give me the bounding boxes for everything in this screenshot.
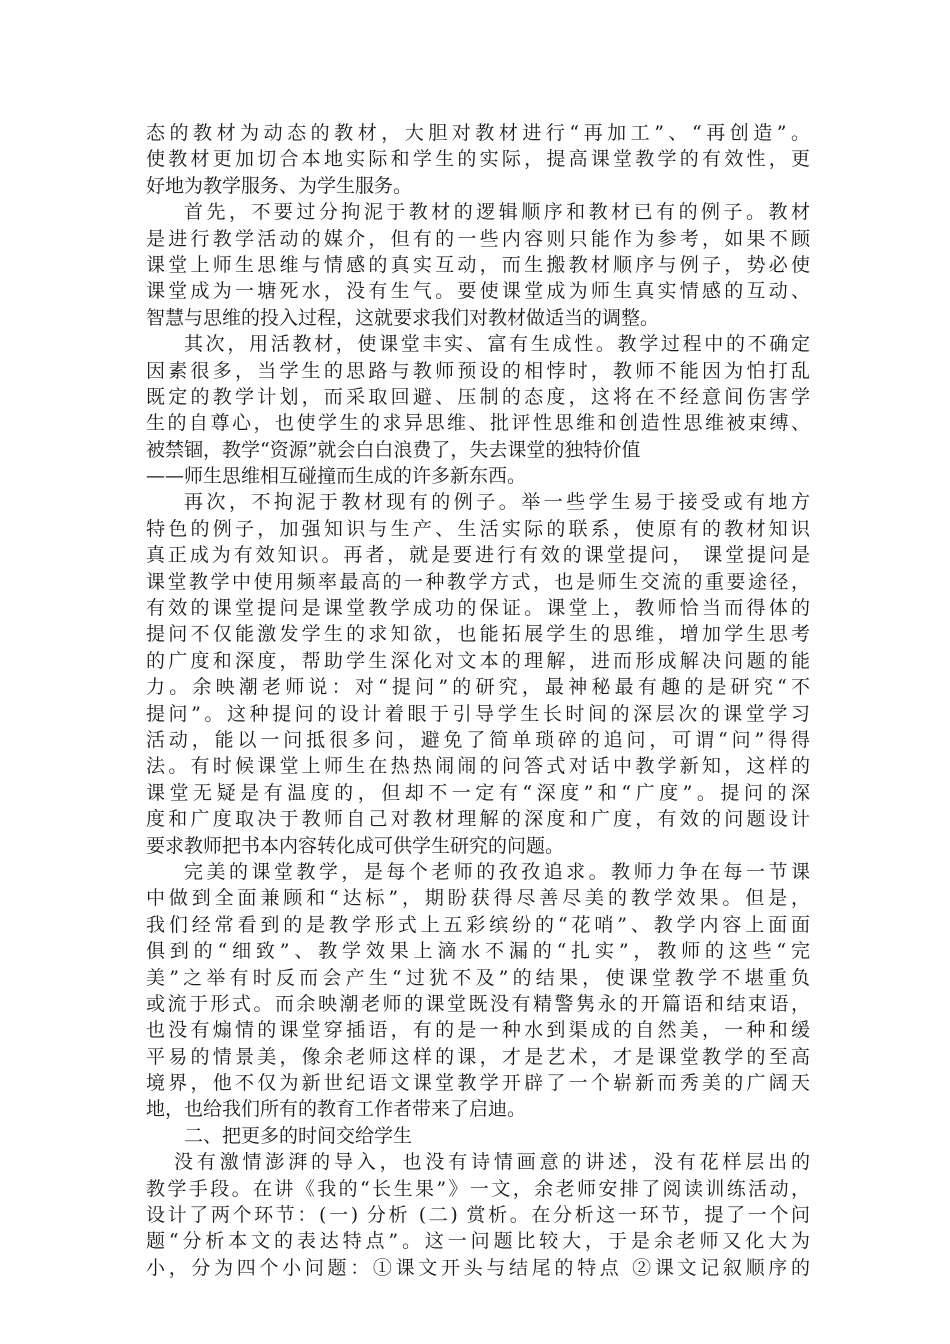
text-line: 地，也给我们所有的教育工作者带来了启迪。 — [146, 1098, 527, 1121]
text-line: 课堂教学中使用频率最高的一种教学方式，也是师生交流的重要途径， — [146, 570, 810, 593]
text-line: 中做到全面兼顾和“达标”，期盼获得尽善尽美的教学效果。但是， — [146, 887, 810, 910]
text-line: ——师生思维相互碰撞而生成的许多新东西。 — [146, 465, 527, 488]
text-line: 小，分为四个小问题：①课文开头与结尾的特点 ②课文记叙顺序的 — [146, 1256, 810, 1279]
text-line: 有效的课堂提问是课堂教学成功的保证。课堂上，教师恰当而得体的 — [146, 597, 810, 620]
text-line: 要求教师把书本内容转化成可供学生研究的问题。 — [146, 834, 565, 857]
text-line: 好地为教学服务、为学生服务。 — [146, 174, 413, 197]
text-line: 也没有煽情的课堂穿插语，有的是一种水到渠成的自然美，一种和缓 — [146, 1019, 810, 1042]
text-line: 课堂无疑是有温度的，但却不一定有“深度”和“广度”。提问的深 — [146, 781, 810, 804]
text-line: 首先，不要过分拘泥于教材的逻辑顺序和教材已有的例子。教材 — [184, 201, 810, 224]
text-line: 态的教材为动态的教材，大胆对教材进行“再加工”、“再创造”。 — [146, 122, 810, 144]
text-line: 没有激情澎湃的导入，也没有诗情画意的讲述，没有花样层出的 — [174, 1151, 810, 1174]
text-line: 智慧与思维的投入过程，这就要求我们对教材做适当的调整。 — [146, 306, 660, 329]
text-line: 课堂成为一塘死水，没有生气。要使课堂成为师生真实情感的互动、 — [146, 280, 810, 303]
text-line: 度和广度取决于教师自己对教材理解的深度和广度，有效的问题设计 — [146, 808, 810, 831]
text-line: 教学手段。在讲《我的“长生果”》一文，余老师安排了阅读训练活动， — [146, 1177, 810, 1200]
text-line: 平易的情景美，像余老师这样的课，才是艺术，才是课堂教学的至高 — [146, 1045, 810, 1068]
text-line: 课堂上师生思维与情感的真实互动，而生搬教材顺序与例子，势必使 — [146, 253, 810, 276]
body-text — [146, 120, 810, 1281]
text-line: 既定的教学计划，而采取回避、压制的态度，这将在不经意间伤害学 — [146, 385, 810, 408]
text-line: 活动，能以一问抵很多问，避免了简单琐碎的追问，可谓“问”得得 — [146, 728, 810, 751]
text-line: 力。余映潮老师说：对“提问”的研究，最神秘最有趣的是研究“不 — [146, 676, 810, 699]
text-line: 或流于形式。而余映潮老师的课堂既没有精警隽永的开篇语和结束语， — [146, 992, 810, 1015]
text-line: 提问”。这种提问的设计着眼于引导学生长时间的深层次的课堂学习 — [146, 702, 810, 725]
text-line: 法。有时候课堂上师生在热热闹闹的问答式对话中教学新知，这样的 — [146, 755, 810, 778]
text-line: 完美的课堂教学，是每个老师的孜孜追求。教师力争在每一节课 — [184, 860, 810, 883]
text-line: 生的自尊心，也使学生的求异思维、批评性思维和创造性思维被束缚、 — [146, 412, 810, 435]
text-line: 俱到的“细致”、教学效果上滴水不漏的“扎实”，教师的这些“完 — [146, 940, 810, 963]
text-line: 因素很多，当学生的思路与教师预设的相悖时，教师不能因为怕打乱 — [146, 359, 810, 382]
text-line: 境界，他不仅为新世纪语文课堂教学开辟了一个崭新而秀美的广阔天 — [146, 1072, 810, 1095]
text-line: 题“分析本文的表达特点”。这一问题比较大，于是余老师又化大为 — [146, 1230, 810, 1253]
text-line: 被禁锢，教学“资源”就会白白浪费了，失去课堂的独特价值 — [146, 438, 641, 461]
text-line: 真正成为有效知识。再者，就是要进行有效的课堂提问， 课堂提问是 — [146, 544, 810, 567]
text-line: 特色的例子，加强知识与生产、生活实际的联系，使原有的教材知识 — [146, 517, 810, 540]
text-line: 其次，用活教材，使课堂丰实、富有生成性。教学过程中的不确定 — [184, 333, 810, 356]
text-line: 的广度和深度，帮助学生深化对文本的理解，进而形成解决问题的能 — [146, 649, 810, 672]
text-line: 提问不仅能激发学生的求知欲，也能拓展学生的思维，增加学生思考 — [146, 623, 810, 646]
text-line: 我们经常看到的是教学形式上五彩缤纷的“花哨”、教学内容上面面 — [146, 913, 810, 936]
text-line: 再次，不拘泥于教材现有的例子。举一些学生易于接受或有地方 — [184, 491, 810, 514]
text-line: 美”之举有时反而会产生“过犹不及”的结果，使课堂教学不堪重负 — [146, 966, 810, 989]
text-line: 是进行教学活动的媒介，但有的一些内容则只能作为参考，如果不顾 — [146, 227, 810, 250]
text-line: 使教材更加切合本地实际和学生的实际，提高课堂教学的有效性，更 — [146, 148, 810, 171]
text-line: 设计了两个环节：(一) 分析 (二) 赏析。在分析这一环节，提了一个问 — [146, 1204, 810, 1227]
text-line: 二、把更多的时间交给学生 — [184, 1124, 413, 1147]
